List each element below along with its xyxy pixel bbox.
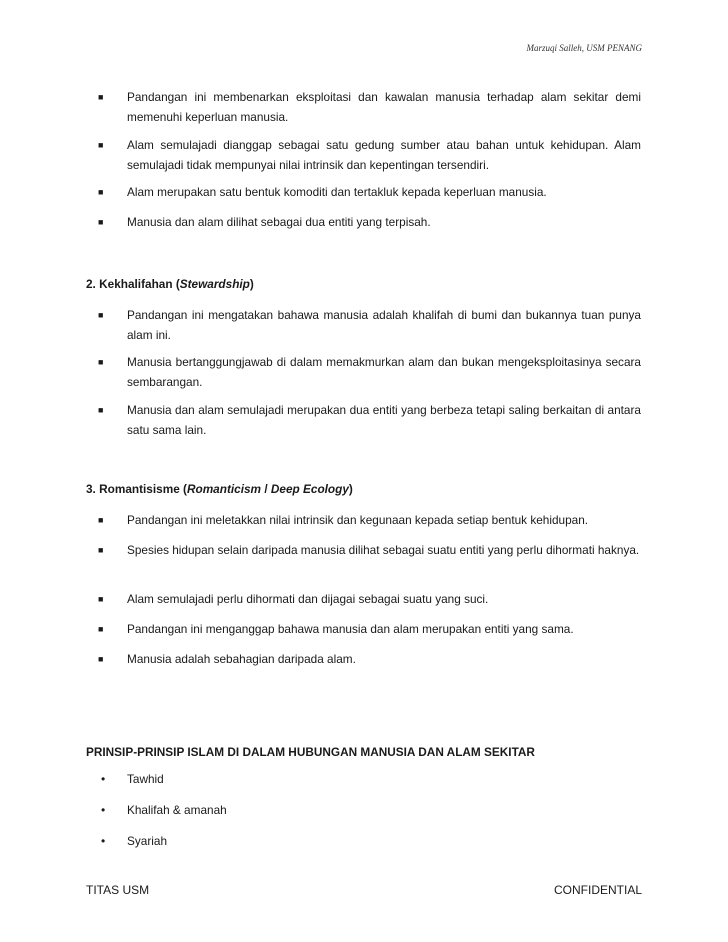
square-bullet-icon: ■ xyxy=(98,594,104,604)
list-item xyxy=(98,352,641,392)
list-item xyxy=(101,769,641,789)
header-author-note: Marzuqi Salleh, USM PENANG xyxy=(526,43,642,53)
list-item xyxy=(98,305,641,345)
list-item xyxy=(101,831,641,851)
list-item-text: Spesies hidupan selain daripada manusia dilihat sebagai suatu entiti yang perlu dihormati haknya. xyxy=(127,543,640,557)
list-item xyxy=(98,649,641,669)
list-item xyxy=(98,540,641,560)
list-item xyxy=(98,589,641,609)
footer-left: TITAS USM xyxy=(86,883,150,897)
square-bullet-icon: ■ xyxy=(98,545,104,555)
list-item xyxy=(98,87,641,127)
list-item xyxy=(98,400,641,440)
list-item-text: Pandangan ini meletakkan nilai intrinsik dan kegunaan kepada setiap bentuk kehidupan. xyxy=(127,513,589,527)
list-item-text: Manusia dan alam dilihat sebagai dua entiti yang terpisah. xyxy=(127,215,431,229)
list-item-text: Syariah xyxy=(127,834,167,848)
square-bullet-icon: ■ xyxy=(98,140,104,150)
list-item-text: Alam semulajadi perlu dihormati dan dijagai sebagai suatu yang suci. xyxy=(127,592,489,606)
square-bullet-icon: ■ xyxy=(98,217,104,227)
square-bullet-icon: ■ xyxy=(98,515,104,525)
list-item-text: Tawhid xyxy=(127,772,164,786)
square-bullet-icon: ■ xyxy=(98,624,104,634)
section-heading-islamic-principles: PRINSIP-PRINSIP ISLAM DI DALAM HUBUNGAN MANUSIA DAN ALAM SEKITAR xyxy=(86,745,535,759)
round-bullet-icon: • xyxy=(101,834,106,848)
list-item xyxy=(98,619,641,639)
list-item xyxy=(98,510,641,530)
footer-right: CONFIDENTIAL xyxy=(553,883,642,897)
square-bullet-icon: ■ xyxy=(98,310,104,320)
list-item xyxy=(98,182,641,202)
square-bullet-icon: ■ xyxy=(98,357,104,367)
list-item-text: Manusia bertanggungjawab di dalam memakmurkan alam dan bukan mengeksploitasinya secara sembarangan. xyxy=(127,355,641,389)
list-item-text: Pandangan ini membenarkan eksploitasi dan kawalan manusia terhadap alam sekitar demi memenuhi keperluan manusia. xyxy=(127,90,641,124)
list-item xyxy=(98,135,641,175)
square-bullet-icon: ■ xyxy=(98,654,104,664)
page-footer xyxy=(86,883,642,897)
section-heading-stewardship: 2. Kekhalifahan (Stewardship) xyxy=(86,277,254,291)
list-item-text: Pandangan ini menganggap bahawa manusia dan alam merupakan entiti yang sama. xyxy=(127,622,574,636)
round-bullet-icon: • xyxy=(101,772,106,786)
list-item-text: Alam merupakan satu bentuk komoditi dan tertakluk kepada keperluan manusia. xyxy=(127,185,547,199)
square-bullet-icon: ■ xyxy=(98,92,104,102)
list-item-text: Khalifah & amanah xyxy=(127,803,227,817)
round-bullet-icon: • xyxy=(101,803,106,817)
square-bullet-icon: ■ xyxy=(98,405,104,415)
list-item xyxy=(98,212,641,232)
section-heading-romanticism: 3. Romantisisme (Romanticism / Deep Ecology) xyxy=(86,482,353,496)
list-item xyxy=(101,800,641,820)
list-item-text: Manusia dan alam semulajadi merupakan dua entiti yang berbeza tetapi saling berkaitan di antara satu sama lain. xyxy=(127,403,641,437)
square-bullet-icon: ■ xyxy=(98,187,104,197)
list-item-text: Manusia adalah sebahagian daripada alam. xyxy=(127,652,356,666)
list-item-text: Alam semulajadi dianggap sebagai satu gedung sumber atau bahan untuk kehidupan. Alam semulajadi tidak mempunyai nilai intrinsik dan kepentingan tersendiri. xyxy=(127,138,641,172)
list-item-text: Pandangan ini mengatakan bahawa manusia adalah khalifah di bumi dan bukannya tuan punya alam ini. xyxy=(127,308,641,342)
